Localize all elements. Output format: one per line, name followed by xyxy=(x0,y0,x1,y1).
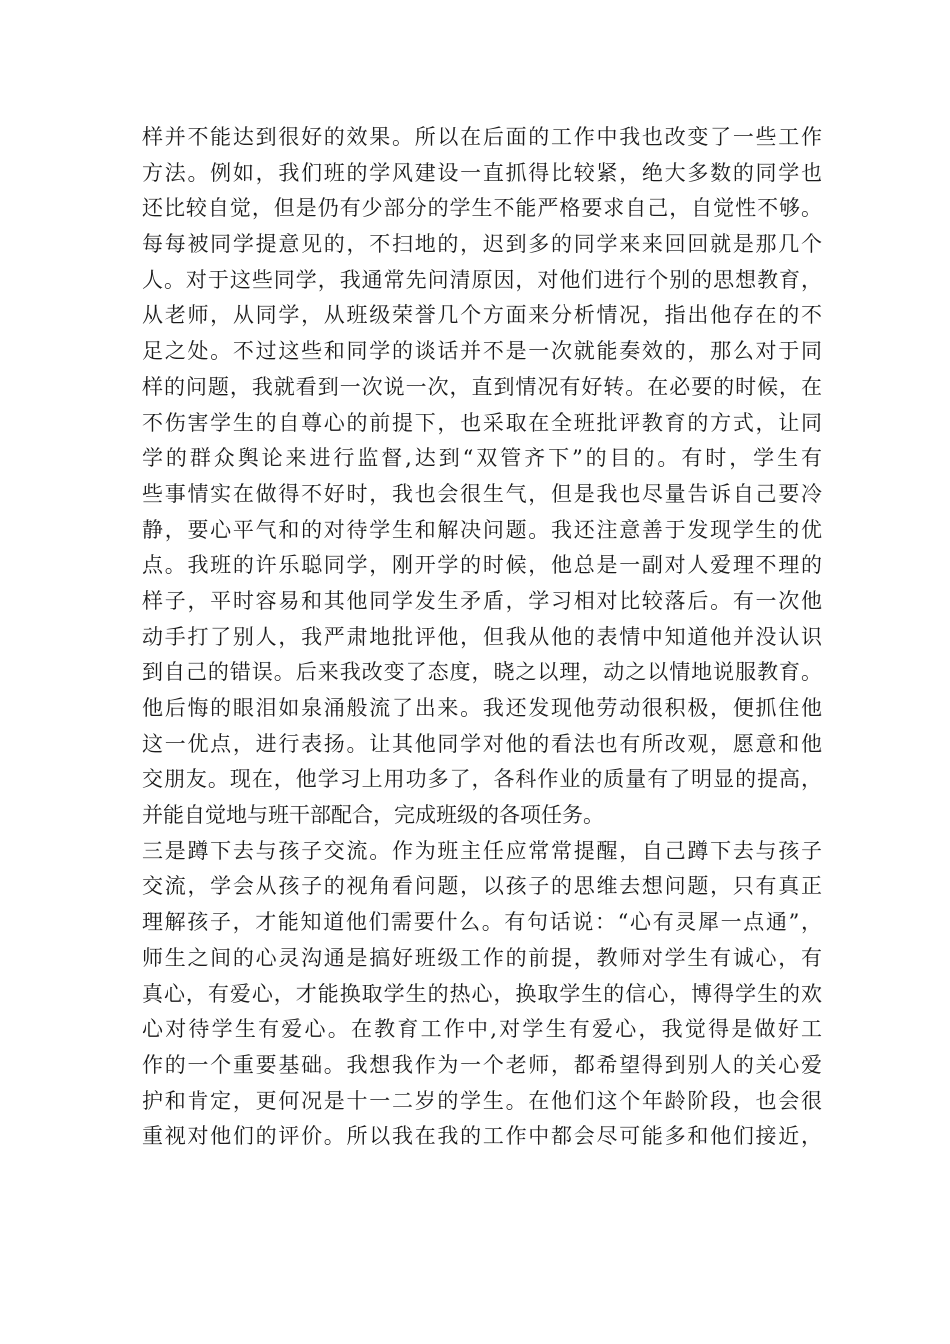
text-line: 作的一个重要基础。我想我作为一个老师，都希望得到别人的关心爱 xyxy=(142,1052,822,1077)
text-line: 人。对于这些同学，我通常先问清原因，对他们进行个别的思想教育， xyxy=(142,267,822,292)
text-line: 交朋友。现在，他学习上用功多了，各科作业的质量有了明显的提高， xyxy=(142,767,822,792)
text-line: 样的问题，我就看到一次说一次，直到情况有好转。在必要的时候，在 xyxy=(142,374,822,399)
text-line: 静，要心平气和的对待学生和解决问题。我还注意善于发现学生的优 xyxy=(142,517,822,542)
text-line: 每每被同学提意见的，不扫地的，迟到多的同学来来回回就是那几个 xyxy=(142,232,822,257)
text-line: 交流，学会从孩子的视角看问题，以孩子的思维去想问题，只有真正 xyxy=(142,874,822,899)
text-line: 些事情实在做得不好时，我也会很生气，但是我也尽量告诉自己要冷 xyxy=(142,481,822,506)
text-line: 到自己的错误。后来我改变了态度，晓之以理，动之以情地说服教育。 xyxy=(142,660,822,685)
text-line: 他后悔的眼泪如泉涌般流了出来。我还发现他劳动很积极，便抓住他 xyxy=(142,696,822,720)
text-line: 并能自觉地与班干部配合，完成班级的各项任务。 xyxy=(142,803,604,828)
text-line: 还比较自觉，但是仍有少部分的学生不能严格要求自己，自觉性不够。 xyxy=(142,196,822,221)
text-line: 足之处。不过这些和同学的谈话并不是一次就能奏效的，那么对于同 xyxy=(142,339,822,364)
text-line: 重视对他们的评价。所以我在我的工作中都会尽可能多和他们接近， xyxy=(142,1124,822,1149)
text-line: 样子，平时容易和其他同学发生矛盾，学习相对比较落后。有一次他 xyxy=(142,588,822,613)
text-line: 三是蹲下去与孩子交流。作为班主任应常常提醒，自己蹲下去与孩子 xyxy=(142,838,822,863)
text-line: 学的群众舆论来进行监督,达到“双管齐下”的目的。有时，学生有 xyxy=(142,446,822,471)
text-line: 护和肯定，更何况是十一二岁的学生。在他们这个年龄阶段，也会很 xyxy=(142,1088,822,1113)
text-line: 动手打了别人，我严肃地批评他，但我从他的表情中知道他并没认识 xyxy=(142,624,822,649)
text-line: 方法。例如，我们班的学风建设一直抓得比较紧，绝大多数的同学也 xyxy=(142,160,822,185)
text-line: 心对待学生有爱心。在教育工作中,对学生有爱心，我觉得是做好工 xyxy=(142,1017,822,1042)
text-line: 点。我班的许乐聪同学，刚开学的时候，他总是一副对人爱理不理的 xyxy=(142,553,822,578)
body-text xyxy=(142,120,822,1155)
text-line: 不伤害学生的自尊心的前提下，也采取在全班批评教育的方式，让同 xyxy=(142,410,822,435)
text-line: 师生之间的心灵沟通是搞好班级工作的前提，教师对学生有诚心，有 xyxy=(142,945,822,970)
text-line: 这一优点，进行表扬。让其他同学对他的看法也有所改观，愿意和他 xyxy=(142,731,822,756)
text-line: 样并不能达到很好的效果。所以在后面的工作中我也改变了一些工作 xyxy=(142,125,822,149)
text-line: 从老师，从同学，从班级荣誉几个方面来分析情况，指出他存在的不 xyxy=(142,303,822,328)
text-line: 理解孩子，才能知道他们需要什么。有句话说：“心有灵犀一点通”， xyxy=(142,910,822,935)
text-line: 真心，有爱心，才能换取学生的热心，换取学生的信心，博得学生的欢 xyxy=(142,981,822,1006)
